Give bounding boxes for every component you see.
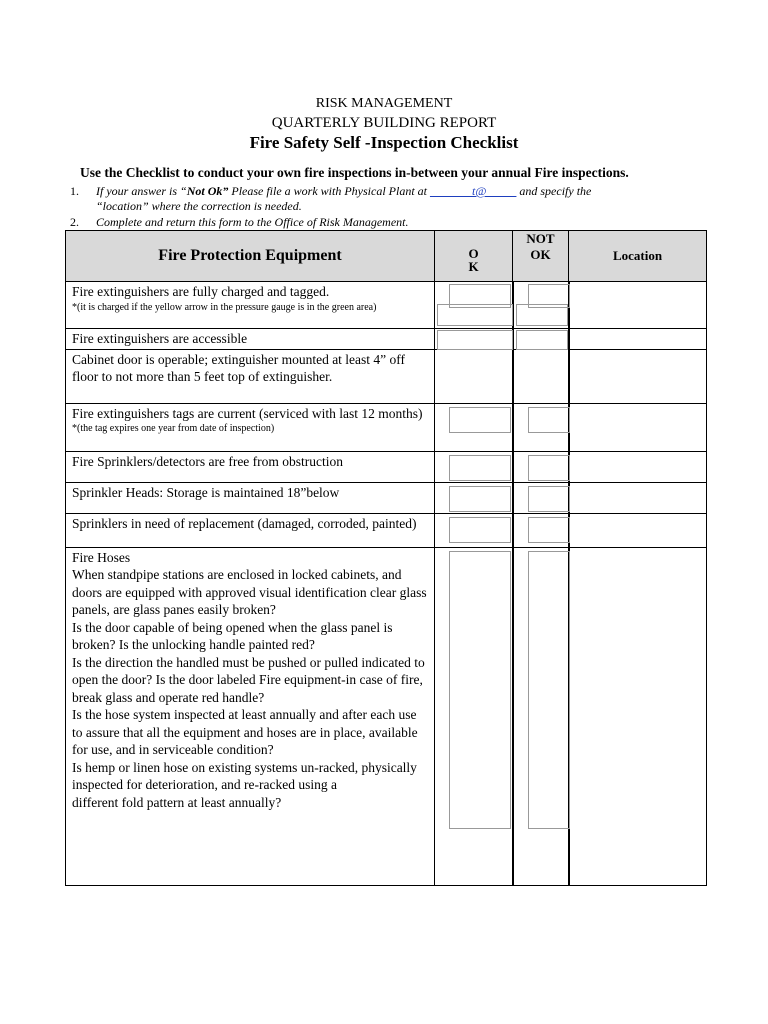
not-ok-checkbox[interactable] [528, 486, 570, 512]
ok-cell [435, 482, 513, 513]
header-ok: O K [435, 231, 513, 282]
ok-checkbox[interactable] [449, 455, 511, 481]
question-cell [66, 547, 435, 885]
ok-cell [435, 282, 513, 329]
header-not-ok: NOT OK [513, 231, 569, 282]
ok-checkbox[interactable] [449, 551, 511, 829]
location-cell[interactable] [569, 451, 707, 482]
not-ok-checkbox-outer[interactable] [516, 304, 568, 326]
location-cell[interactable] [569, 513, 707, 547]
instruction-2-number: 2. [70, 215, 79, 229]
question-cell [66, 349, 435, 403]
not-ok-cell [513, 513, 569, 547]
instruction-1-part-b: Please file a work with Physical Plant at [228, 184, 430, 198]
question-text: Fire Sprinklers/detectors are free from obstruction [72, 453, 344, 469]
ok-checkbox[interactable] [449, 407, 511, 433]
header-quarterly-report: QUARTERLY BUILDING REPORT [271, 115, 497, 131]
not-ok-cell [513, 349, 569, 403]
not-ok-checkbox[interactable] [528, 455, 570, 481]
not-ok-cell [513, 451, 569, 482]
question-text: Sprinklers in need of replacement (damaged, corroded, painted) [72, 515, 417, 531]
instruction-1-part-c: and specify the [516, 184, 592, 198]
instruction-2-text: Complete and return this form to the Office of Risk Management. [96, 215, 409, 229]
ok-checkbox[interactable] [449, 486, 511, 512]
not-ok-checkbox[interactable] [528, 551, 570, 829]
question-cell [66, 482, 435, 513]
question-text: Fire extinguishers tags are current (serviced with last 12 months) [72, 405, 423, 421]
table-row [66, 282, 707, 329]
location-cell[interactable] [569, 547, 707, 885]
location-cell[interactable] [569, 329, 707, 350]
header-equipment: Fire Protection Equipment [66, 231, 435, 282]
question-note: *(the tag expires one year from date of inspection) [72, 423, 275, 434]
question-text: Cabinet door is operable; extinguisher mounted at least 4” off floor to not more than 5 feet top of extinguisher. [72, 351, 406, 384]
not-ok-cell [513, 329, 569, 350]
ok-cell [435, 349, 513, 403]
ok-checkbox[interactable] [437, 330, 513, 350]
question-text: Sprinkler Heads: Storage is maintained 18”below [72, 484, 340, 500]
table-row [66, 513, 707, 547]
instruction-1 [70, 184, 591, 198]
ok-checkbox-outer[interactable] [437, 304, 513, 326]
table-row [66, 451, 707, 482]
question-cell [66, 513, 435, 547]
instruction-1-continued: “location” where the correction is needed. [96, 199, 302, 213]
instruction-2 [70, 215, 409, 229]
header-risk-management: RISK MANAGEMENT [315, 96, 453, 111]
ok-cell [435, 513, 513, 547]
ok-cell [435, 403, 513, 451]
not-ok-checkbox[interactable] [528, 517, 570, 543]
location-cell[interactable] [569, 403, 707, 451]
ok-cell [435, 451, 513, 482]
intro-text: Use the Checklist to conduct your own fire inspections in-between your annual Fire inspections. [80, 165, 629, 180]
question-text: Fire Hoses When standpipe stations are enclosed in locked cabinets, and doors are equipped with approved visual identification clear glass panels, are glass panes easily broken? Is the door capable of being opened when the glass panel is broken? Is the unlocking handle painted red? Is the direction the handled must be pushed or pulled indicated to open the door? Is the door labeled Fire equipment-in case of fire, break glass and operate red handle? Is the hose system inspected at least annually and after each use to assure that all the equipment and hoses are in place, available for use, and in serviceable condition? Is hemp or linen hose on existing systems un-racked, physically inspected for deterioration, and re-racked using a different fold pattern at least annually? [72, 549, 427, 810]
ok-cell [435, 329, 513, 350]
ok-checkbox[interactable] [449, 517, 511, 543]
question-text: Fire extinguishers are fully charged and tagged. [72, 284, 330, 299]
page-title: Fire Safety Self -Inspection Checklist [249, 133, 519, 152]
instruction-1-bold: Not Ok” [186, 184, 229, 198]
table-row [66, 349, 707, 403]
physical-plant-email-link[interactable]: _______t@_____ [430, 184, 517, 198]
not-ok-checkbox[interactable] [516, 330, 568, 350]
not-ok-cell [513, 403, 569, 451]
not-ok-checkbox[interactable] [528, 407, 570, 433]
table-header-row [66, 231, 707, 282]
not-ok-cell [513, 547, 569, 885]
location-cell[interactable] [569, 349, 707, 403]
table-row [66, 329, 707, 350]
question-cell [66, 282, 435, 329]
table-row [66, 403, 707, 451]
table-row [66, 547, 707, 885]
header-location: Location [569, 231, 707, 282]
question-cell [66, 451, 435, 482]
table-row [66, 482, 707, 513]
not-ok-cell [513, 482, 569, 513]
location-cell[interactable] [569, 482, 707, 513]
question-text: Fire extinguishers are accessible [72, 331, 248, 346]
question-note: *(it is charged if the yellow arrow in the pressure gauge is in the green area) [72, 301, 377, 313]
question-cell [66, 329, 435, 350]
checklist-table [65, 230, 707, 886]
not-ok-cell [513, 282, 569, 329]
question-cell [66, 403, 435, 451]
ok-cell [435, 547, 513, 885]
instruction-1-part-a: If your answer is “ [96, 184, 187, 198]
instruction-1-number: 1. [70, 184, 79, 198]
location-cell[interactable] [569, 282, 707, 329]
